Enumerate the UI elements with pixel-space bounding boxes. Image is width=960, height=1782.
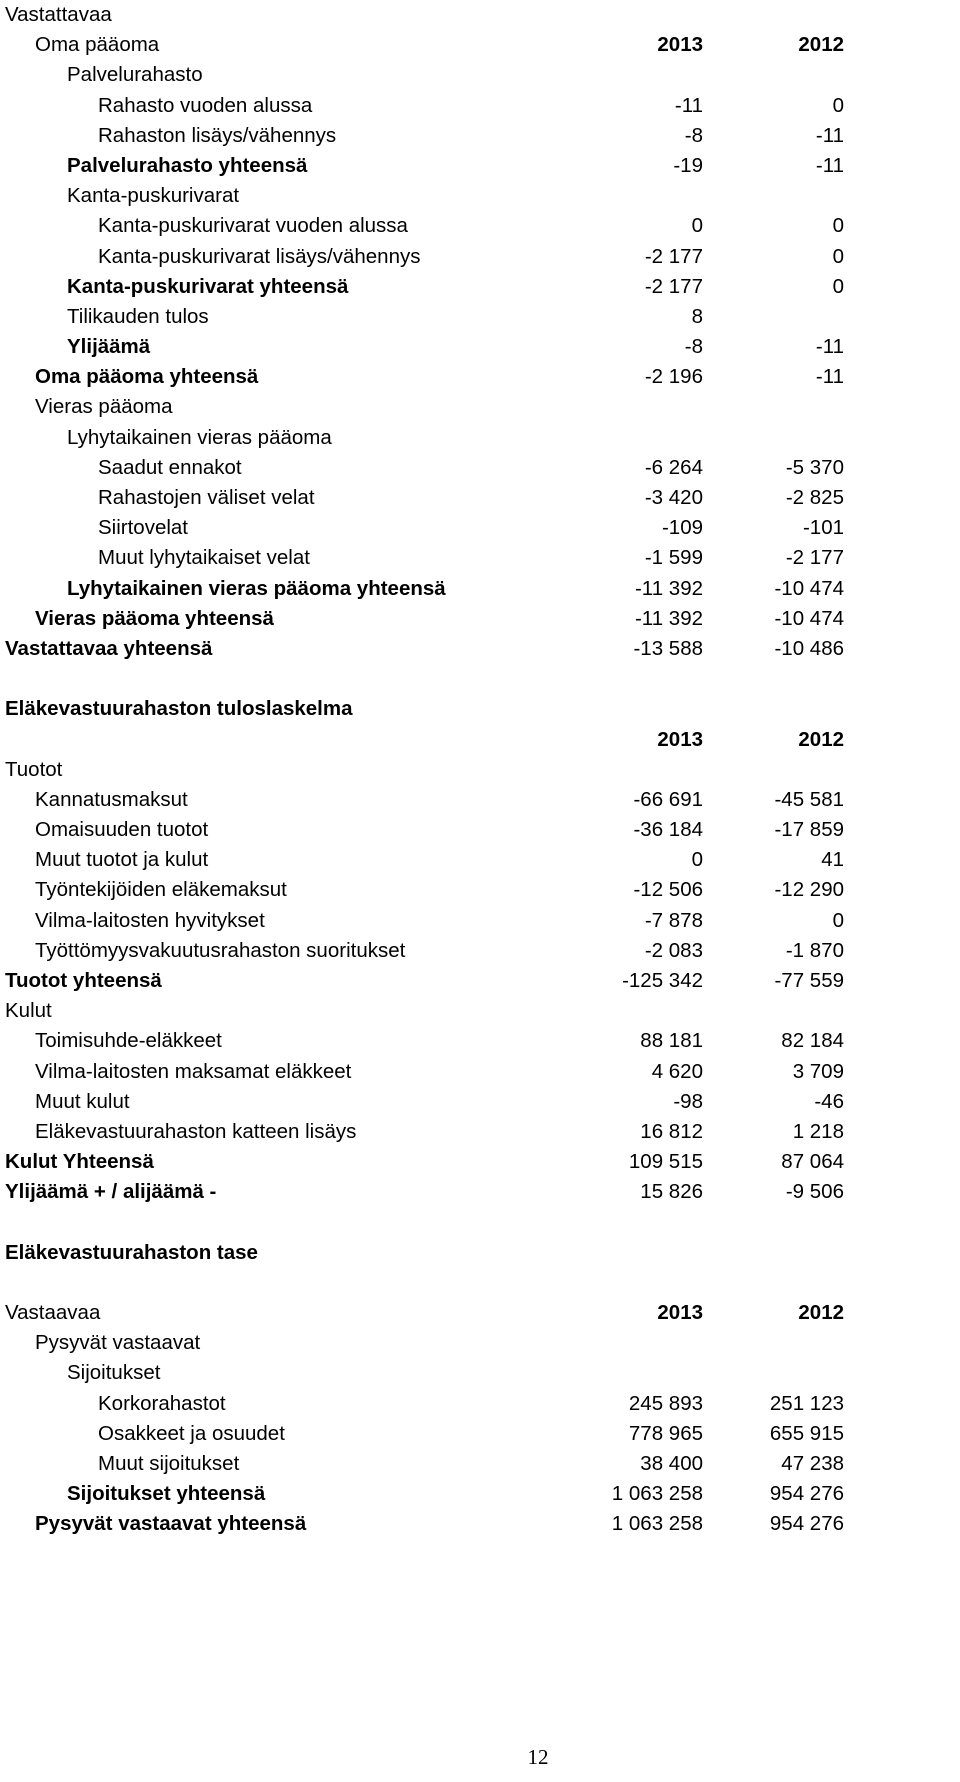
row-label: Työntekijöiden eläkemaksut [35, 878, 287, 902]
value-2012: 0 [832, 214, 844, 238]
row-label: Saadut ennakot [98, 455, 242, 479]
value-2012: 0 [832, 908, 844, 932]
subtotal-row [0, 1479, 960, 1509]
row-label: Tuotot [5, 757, 63, 781]
year-2013-header: 2013 [657, 1301, 703, 1325]
header-label: Vastaavaa [5, 1301, 101, 1325]
result-row [0, 1177, 960, 1207]
row-label: Vilma-laitosten hyvitykset [35, 908, 265, 932]
table-row [0, 996, 960, 1026]
row-label: Muut lyhytaikaiset velat [98, 546, 310, 570]
value-2012: 655 915 [769, 1421, 844, 1445]
section-title: Eläkevastuurahaston tase [5, 1240, 258, 1264]
value-2012: -11 [815, 365, 844, 389]
table-row [0, 875, 960, 905]
table-row [0, 1358, 960, 1388]
value-2012: -11 [815, 153, 844, 177]
table-row [0, 302, 960, 332]
page-number: 12 [527, 1745, 549, 1769]
value-2013: -66 691 [633, 787, 703, 811]
value-2013: -7 878 [644, 908, 703, 932]
table-row [0, 211, 960, 241]
value-2012: -12 290 [774, 878, 844, 902]
table-row [0, 483, 960, 513]
table-row [0, 755, 960, 785]
header-label: Oma pääoma [35, 33, 160, 57]
value-2012: -9 506 [785, 1180, 844, 1204]
value-2013: 1 063 258 [611, 1512, 703, 1536]
table-row [0, 845, 960, 875]
row-label: Kulut [5, 999, 52, 1023]
row-label: Kanta-puskurivarat [67, 184, 240, 208]
value-2013: 38 400 [640, 1452, 703, 1475]
row-label: Kanta-puskurivarat yhteensä [67, 274, 349, 298]
row-label: Vieras pääoma [35, 395, 173, 419]
header-row-oma-paaoma [0, 30, 960, 60]
value-2012: -101 [802, 516, 844, 540]
value-2012: -10 486 [774, 636, 844, 660]
table-row [0, 392, 960, 422]
value-2013: -2 177 [644, 274, 703, 298]
table-row [0, 60, 960, 90]
spacer [0, 1268, 960, 1298]
value-2013: -125 342 [622, 969, 703, 992]
value-2012: -2 177 [785, 546, 844, 570]
value-2012: 0 [832, 274, 844, 298]
row-label: Palvelurahasto [67, 63, 203, 87]
section-title-tuloslaskelma [0, 694, 960, 724]
section-title-tase [0, 1238, 960, 1268]
value-2012: 3 709 [792, 1059, 844, 1083]
grand-total-row [0, 634, 960, 664]
value-2013: -36 184 [633, 818, 703, 842]
row-label: Pysyvät vastaavat yhteensä [35, 1512, 307, 1536]
value-2012: -46 [814, 1089, 844, 1113]
row-label: Oma pääoma yhteensä [35, 365, 259, 389]
subtotal-row [0, 272, 960, 302]
row-label: Tuotot yhteensä [5, 969, 162, 992]
value-2013: -8 [684, 123, 703, 147]
table-row [0, 1419, 960, 1449]
total-row [0, 966, 960, 996]
row-label: Työttömyysvakuutusrahaston suoritukset [35, 938, 406, 962]
row-label: Vieras pääoma yhteensä [35, 606, 274, 630]
value-2013: -13 588 [633, 636, 703, 660]
total-row [0, 1509, 960, 1539]
row-label: Osakkeet ja osuudet [98, 1421, 285, 1445]
row-label: Kannatusmaksut [35, 787, 188, 811]
value-2013: -109 [661, 516, 703, 540]
spacer [0, 1208, 960, 1238]
table-row [0, 453, 960, 483]
section-title-vastattavaa [0, 0, 960, 30]
table-row [0, 91, 960, 121]
value-2013: 0 [691, 214, 703, 238]
row-label: Sijoitukset yhteensä [67, 1482, 266, 1506]
row-label: Muut kulut [35, 1089, 130, 1113]
row-label: Korkorahastot [98, 1391, 226, 1415]
year-header-row [0, 725, 960, 755]
table-row [0, 936, 960, 966]
value-2012: -2 825 [785, 486, 844, 509]
row-label: Eläkevastuurahaston katteen lisäys [35, 1119, 357, 1143]
value-2012: -11 [815, 335, 844, 359]
table-row [0, 423, 960, 453]
value-2012: -1 870 [785, 938, 844, 962]
value-2012: 0 [832, 244, 844, 268]
table-row [0, 906, 960, 936]
value-2013: 16 812 [640, 1119, 703, 1143]
section-title: Eläkevastuurahaston tuloslaskelma [5, 697, 353, 721]
table-row [0, 815, 960, 845]
row-label: Muut sijoitukset [98, 1452, 240, 1475]
row-label: Lyhytaikainen vieras pääoma [67, 425, 332, 449]
table-row [0, 242, 960, 272]
table-row [0, 1057, 960, 1087]
total-row [0, 362, 960, 392]
total-row [0, 604, 960, 634]
subtotal-row [0, 151, 960, 181]
row-label: Kulut Yhteensä [5, 1150, 154, 1174]
table-row [0, 1328, 960, 1358]
row-label: Kanta-puskurivarat lisäys/vähennys [98, 244, 421, 268]
value-2013: -19 [673, 153, 703, 177]
row-label: Omaisuuden tuotot [35, 818, 209, 842]
table-row [0, 181, 960, 211]
value-2013: -1 599 [644, 546, 703, 570]
table-row [0, 543, 960, 573]
value-2013: -6 264 [644, 455, 703, 479]
total-row [0, 1147, 960, 1177]
value-2012: -10 474 [774, 576, 844, 600]
value-2013: -11 [674, 93, 703, 117]
value-2012: 82 184 [781, 1029, 844, 1053]
table-row [0, 121, 960, 151]
value-2012: 251 123 [769, 1391, 844, 1415]
value-2013: -11 392 [634, 576, 703, 600]
value-2013: -2 177 [644, 244, 703, 268]
row-label: Lyhytaikainen vieras pääoma yhteensä [67, 576, 446, 600]
row-label: Kanta-puskurivarat vuoden alussa [98, 214, 408, 238]
row-label: Vilma-laitosten maksamat eläkkeet [35, 1059, 352, 1083]
value-2013: 109 515 [628, 1150, 703, 1174]
row-label: Palvelurahasto yhteensä [67, 153, 308, 177]
row-label: Ylijäämä + / alijäämä - [5, 1180, 217, 1204]
value-2013: 15 826 [640, 1180, 703, 1204]
value-2012: -17 859 [774, 818, 844, 842]
row-label: Ylijäämä [67, 335, 151, 359]
value-2012: 1 218 [792, 1119, 844, 1143]
value-2012: -77 559 [774, 969, 844, 992]
year-2012-header: 2012 [798, 33, 844, 57]
value-2013: -12 506 [633, 878, 703, 902]
value-2013: -8 [684, 335, 703, 359]
value-2012: 954 276 [769, 1482, 844, 1506]
subtotal-row [0, 574, 960, 604]
value-2012: 41 [821, 848, 844, 872]
year-2012-header: 2012 [798, 1301, 844, 1325]
year-2012-header: 2012 [798, 727, 844, 751]
value-2012: 47 238 [781, 1452, 844, 1475]
value-2013: 1 063 258 [611, 1482, 703, 1506]
value-2012: 87 064 [781, 1150, 844, 1174]
row-label: Sijoitukset [67, 1361, 161, 1385]
table-row [0, 1026, 960, 1056]
table-row [0, 1449, 960, 1479]
value-2013: -3 420 [644, 486, 703, 509]
table-row [0, 1087, 960, 1117]
header-row-vastaavaa [0, 1298, 960, 1328]
row-label: Rahastojen väliset velat [98, 486, 315, 509]
value-2012: -5 370 [785, 455, 844, 479]
value-2013: 778 965 [628, 1421, 703, 1445]
row-label: Muut tuotot ja kulut [35, 848, 209, 872]
value-2013: 0 [691, 848, 703, 872]
row-label: Rahasto vuoden alussa [98, 93, 313, 117]
row-label: Tilikauden tulos [67, 304, 209, 328]
value-2013: 8 [691, 304, 703, 328]
value-2012: -11 [815, 123, 844, 147]
value-2013: -98 [673, 1089, 703, 1113]
row-label: Vastattavaa yhteensä [5, 636, 213, 660]
value-2012: -45 581 [774, 787, 844, 811]
value-2012: 954 276 [769, 1512, 844, 1536]
value-2013: -2 196 [644, 365, 703, 389]
row-label: Toimisuhde-eläkkeet [35, 1029, 222, 1053]
value-2013: -2 083 [644, 938, 703, 962]
section-title: Vastattavaa [5, 3, 112, 26]
year-2013-header: 2013 [657, 727, 703, 751]
row-label: Siirtovelat [98, 516, 189, 540]
table-row [0, 1389, 960, 1419]
value-2013: -11 392 [634, 606, 703, 630]
value-2013: 245 893 [628, 1391, 703, 1415]
subtotal-row [0, 332, 960, 362]
spacer [0, 664, 960, 694]
value-2012: -10 474 [774, 606, 844, 630]
value-2013: 4 620 [651, 1059, 703, 1083]
table-row [0, 785, 960, 815]
table-row [0, 1117, 960, 1147]
year-2013-header: 2013 [657, 33, 703, 57]
value-2013: 88 181 [640, 1029, 703, 1053]
row-label: Rahaston lisäys/vähennys [98, 123, 337, 147]
row-label: Pysyvät vastaavat [35, 1331, 201, 1355]
table-row [0, 513, 960, 543]
value-2012: 0 [832, 93, 844, 117]
